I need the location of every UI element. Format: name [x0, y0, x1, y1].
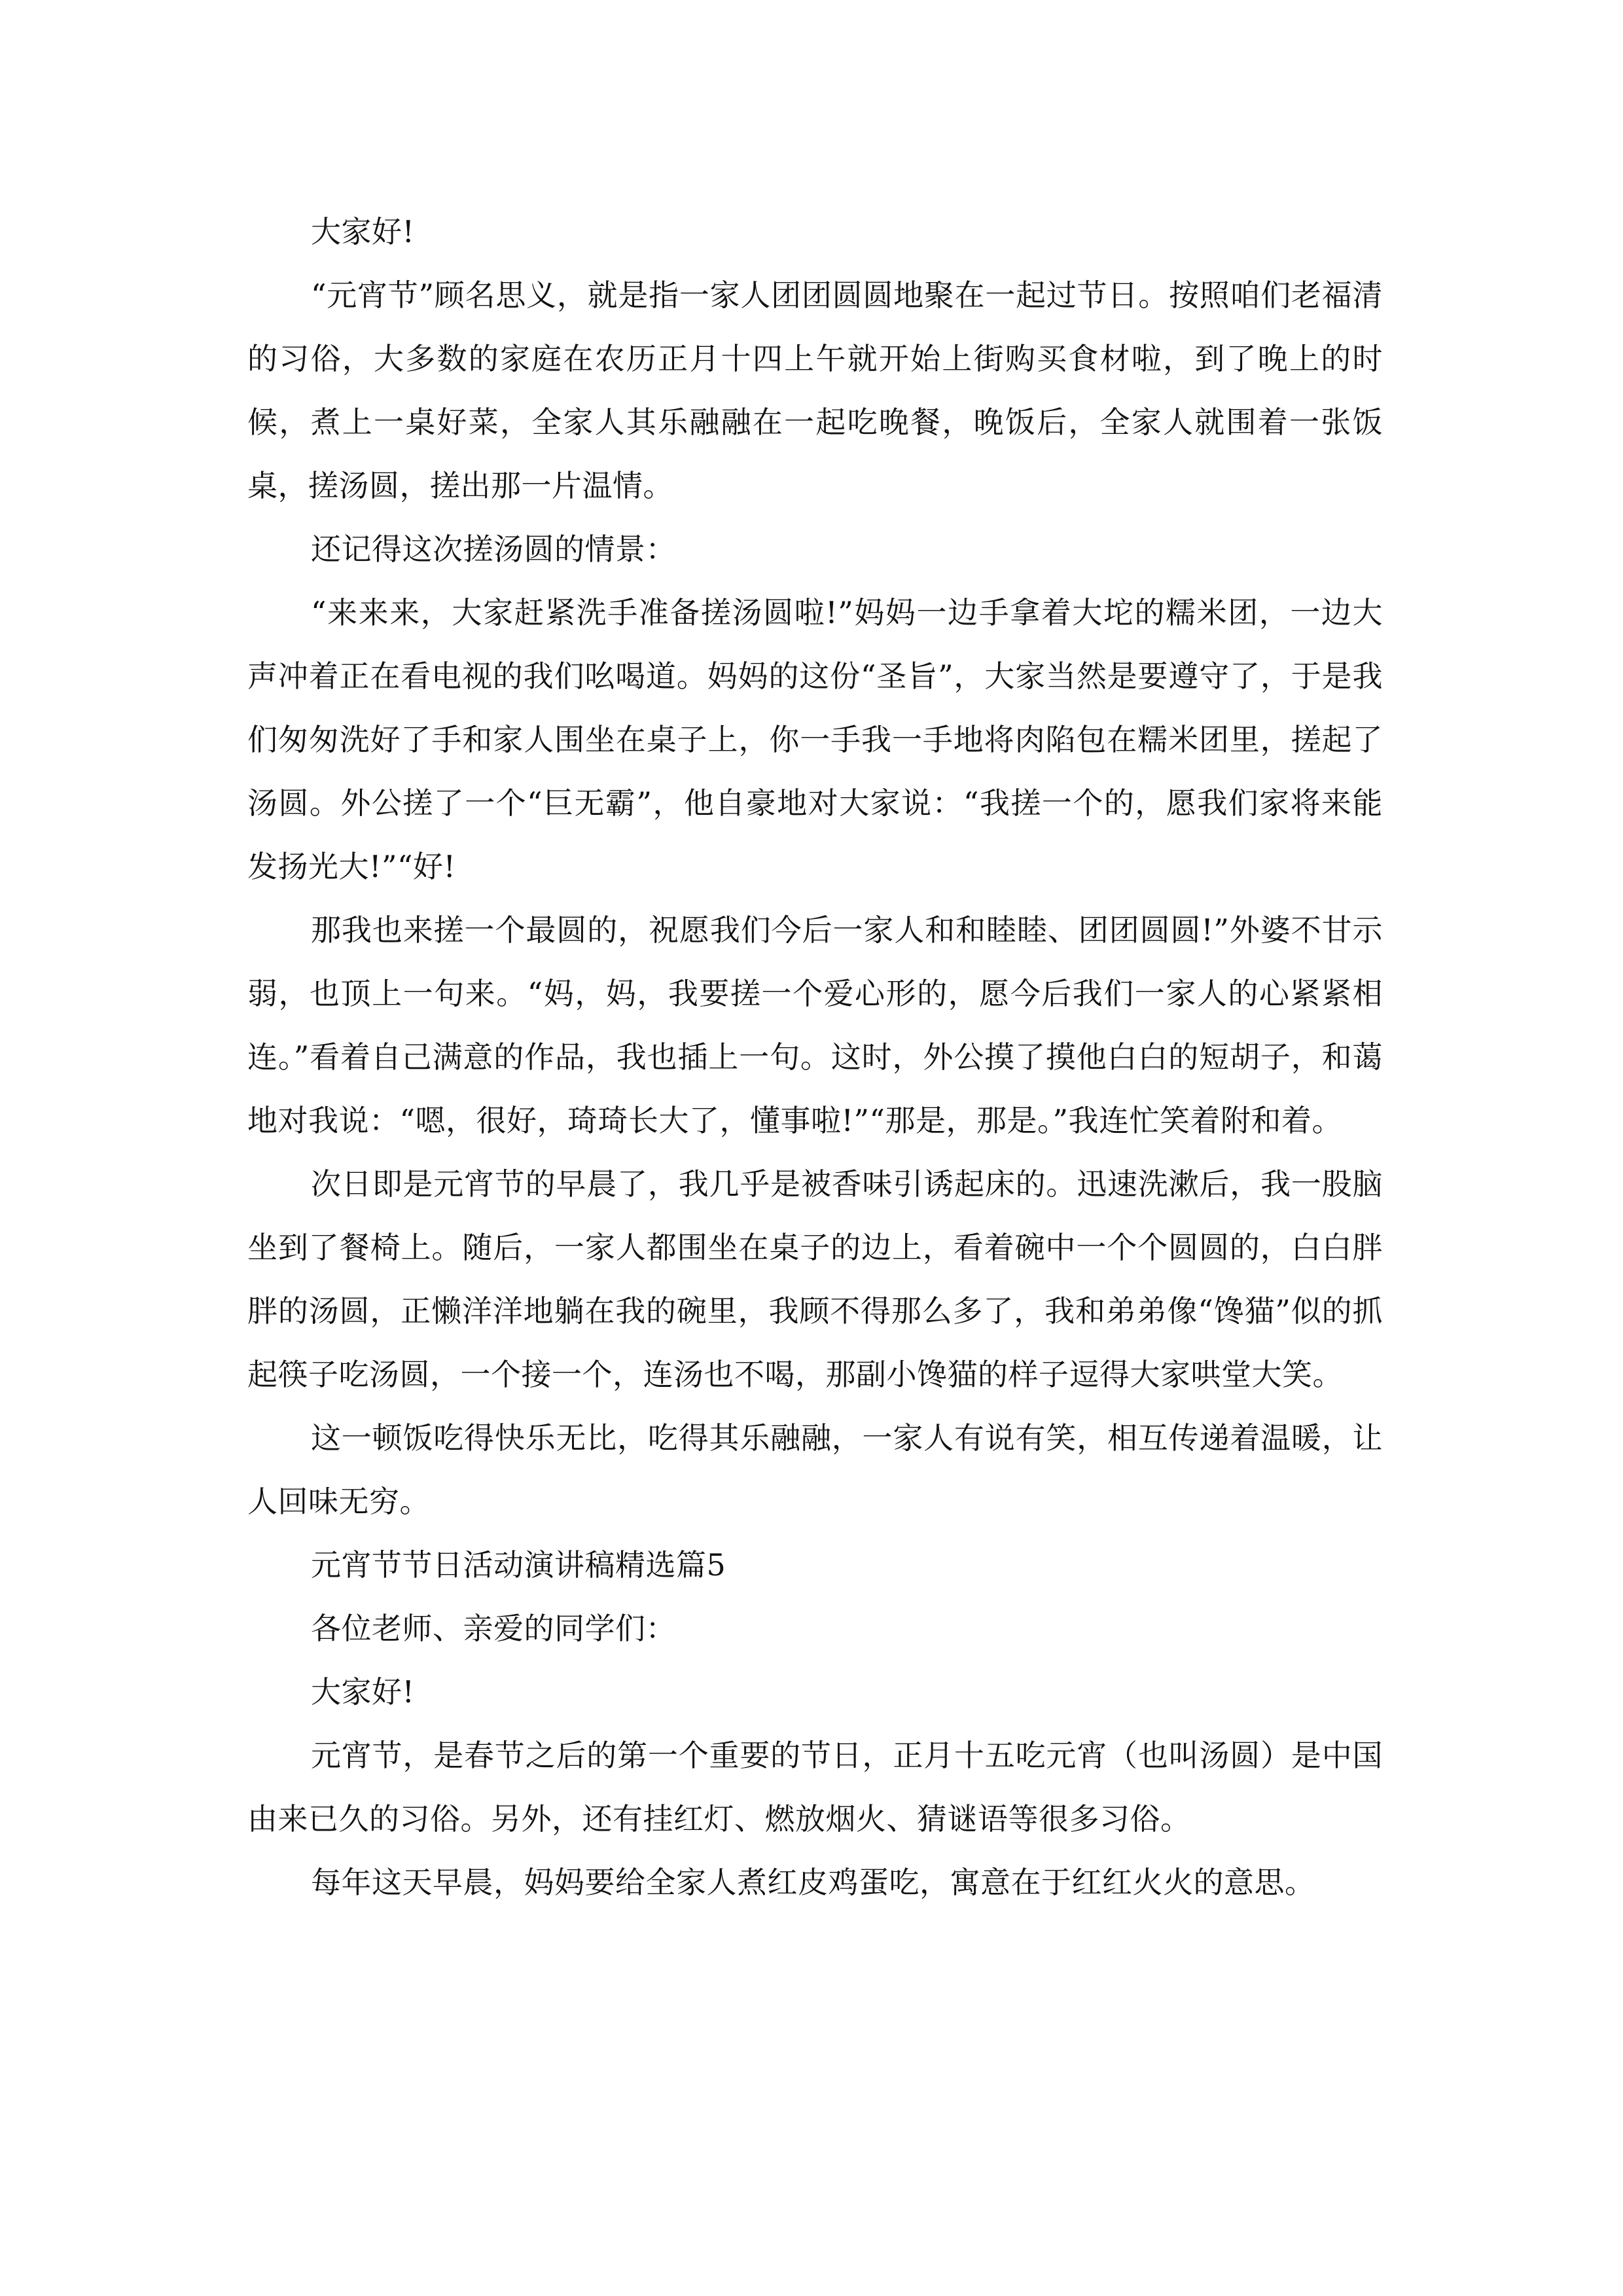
- section-heading: 元宵节节日活动演讲稿精选篇5: [311, 1547, 726, 1583]
- family-wishes-paragraph: 那我也来搓一个最圆的，祝愿我们今后一家人和和睦睦、团团圆圆!”外婆不甘示弱，也顶上一句来。“妈，妈，我要搓一个爱心形的，愿今后我们一家人的心紧紧相连。”看着自己满意的作品，我也插上一句。这时，外公摸了摸他白白的短胡子，和蔼地对我说：“嗯，很好，琦琦长大了，懂事啦!”“那是，那是。”我连忙笑着附和着。: [247, 912, 1383, 1138]
- festival-customs-paragraph: 元宵节，是春节之后的第一个重要的节日，正月十五吃元宵（也叫汤圆）是中国由来已久的习俗。另外，还有挂红灯、燃放烟火、猜谜语等很多习俗。: [247, 1738, 1383, 1837]
- closing-paragraph: 这一顿饭吃得快乐无比，吃得其乐融融，一家人有说有笑，相互传递着温暖，让人回味无穷。: [247, 1420, 1383, 1519]
- memory-intro-paragraph: 还记得这次搓汤圆的情景：: [311, 531, 676, 567]
- document-page: [247, 200, 1383, 1914]
- greeting-paragraph: 大家好!: [311, 214, 415, 249]
- next-morning-paragraph: 次日即是元宵节的早晨了，我几乎是被香味引诱起床的。迅速洗漱后，我一股脑坐到了餐椅上。随后，一家人都围坐在桌子的边上，看着碗中一个个圆圆的，白白胖胖的汤圆，正懒洋洋地躺在我的碗里，我顾不得那么多了，我和弟弟像“馋猫”似的抓起筷子吃汤圆，一个接一个，连汤也不喝，那副小馋猫的样子逗得大家哄堂大笑。: [247, 1166, 1383, 1392]
- morning-eggs-paragraph: 每年这天早晨，妈妈要给全家人煮红皮鸡蛋吃，寓意在于红红火火的意思。: [311, 1865, 1315, 1900]
- salutation-paragraph: 各位老师、亲爱的同学们：: [311, 1611, 676, 1646]
- second-greeting-paragraph: 大家好!: [311, 1674, 415, 1710]
- lantern-festival-intro-paragraph: “元宵节”顾名思义，就是指一家人团团圆圆地聚在一起过节日。按照咱们老福清的习俗，大多数的家庭在农历正月十四上午就开始上街购买食材啦，到了晚上的时候，煮上一桌好菜，全家人其乐融融在一起吃晚餐，晚饭后，全家人就围着一张饭桌，搓汤圆，搓出那一片温情。: [247, 278, 1383, 503]
- making-tangyuan-paragraph: “来来来，大家赶紧洗手准备搓汤圆啦!”妈妈一边手拿着大坨的糯米团，一边大声冲着正在看电视的我们吆喝道。妈妈的这份“圣旨”，大家当然是要遵守了，于是我们匆匆洗好了手和家人围坐在桌子上，你一手我一手地将肉陷包在糯米团里，搓起了汤圆。外公搓了一个“巨无霸”，他自豪地对大家说：“我搓一个的，愿我们家将来能发扬光大!”“好!: [247, 595, 1383, 884]
